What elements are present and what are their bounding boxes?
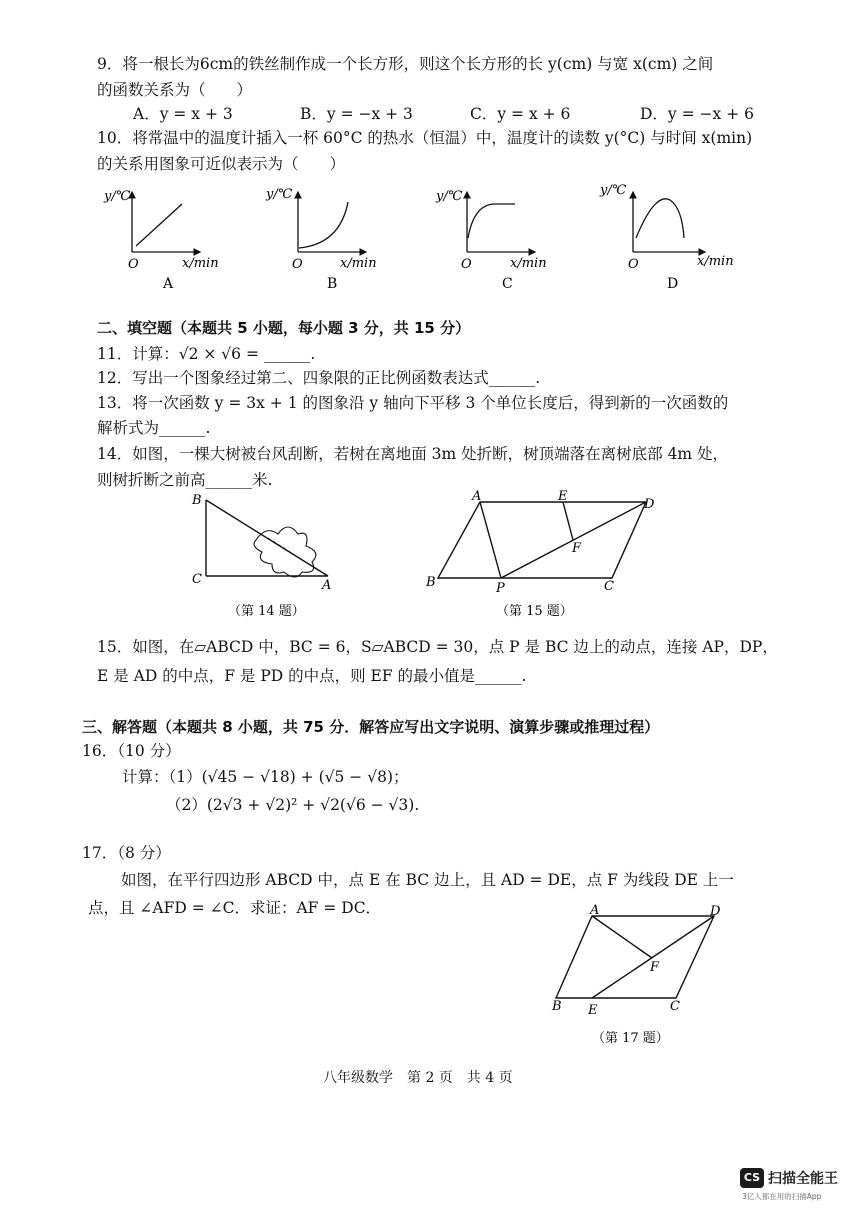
graph-c (435, 189, 547, 292)
graph-b (265, 187, 377, 292)
fig15-label-p: P (496, 581, 505, 596)
graph-a-ylabel: y/℃ (104, 189, 131, 204)
fig17-label-a: A (590, 903, 600, 918)
tree-crown-icon (254, 527, 316, 577)
graph-a-letter: A (163, 276, 174, 292)
q9-option-a: A．y = x + 3 (133, 105, 233, 123)
graph-d (599, 183, 734, 292)
graph-b-origin: O (292, 257, 303, 272)
q11: 11．计算：√2 × √6 = ______. (97, 345, 316, 363)
q16-head: 16．（10 分） (82, 742, 181, 760)
q14-line2: 则树折断之前高______米. (97, 471, 273, 489)
q17-line1: 如图，在平行四边形 ABCD 中，点 E 在 BC 边上，且 AD = DE，点 F 为线段 DE 上一 (121, 871, 734, 889)
q16-part2: （2）(2√3 + √2)² + √2(√6 − √3). (166, 796, 420, 814)
graph-d-xlabel: x/min (697, 254, 734, 269)
q17-head: 17．（8 分） (82, 844, 171, 862)
section2-title: 二、填空题（本题共 5 小题，每小题 3 分，共 15 分） (97, 319, 471, 337)
graph-a (103, 189, 219, 292)
graph-c-letter: C (502, 276, 513, 292)
q10-line2: 的关系用图象可近似表示为（ ） (97, 155, 346, 173)
q9-option-c: C．y = x + 6 (470, 105, 571, 123)
q13-line2: 解析式为______. (97, 419, 211, 437)
graph-d-ylabel: y/℃ (600, 183, 627, 198)
scanner-logo-icon: CS (740, 1168, 764, 1188)
fig15-label-b: B (426, 575, 436, 590)
graph-b-letter: B (327, 276, 338, 292)
fig14-label-b: B (192, 493, 202, 508)
q9-line1: 9．将一根长为6cm的铁丝制作成一个长方形，则这个长方形的长 y(cm) 与宽 x(cm) 之间 (97, 55, 714, 73)
q13-line1: 13．将一次函数 y = 3x + 1 的图象沿 y 轴向下平移 3 个单位长度后，得到新的一次函数的 (97, 394, 729, 412)
figure-14 (186, 490, 386, 625)
graph-c-ylabel: y/℃ (436, 189, 463, 204)
scanner-watermark (740, 1168, 850, 1208)
fig14-label-a: A (322, 578, 332, 593)
fig15-label-a: A (472, 490, 482, 504)
figure-15 (424, 490, 684, 625)
fig14-caption: （第 14 题） (228, 604, 305, 619)
q15-line1: 15．如图，在▱ABCD 中，BC = 6，S▱ABCD = 30，点 P 是 BC 边上的动点，连接 AP，DP， (97, 638, 778, 656)
q10-line1: 10．将常温中的温度计插入一杯 60°C 的热水（恒温）中，温度计的读数 y(°C) 与时间 x(min) (97, 129, 753, 147)
fig15-caption: （第 15 题） (496, 604, 573, 619)
graph-b-ylabel: y/℃ (266, 187, 293, 202)
q9-option-d: D．y = −x + 6 (640, 105, 754, 123)
fig15-label-f: F (572, 541, 582, 556)
fig17-label-b: B (552, 999, 562, 1014)
q17-line2: 点，且 ∠AFD = ∠C．求证：AF = DC． (88, 899, 382, 917)
graph-d-letter: D (667, 276, 679, 292)
page-footer: 八年级数学 第 2 页 共 4 页 (323, 1070, 513, 1086)
q9-option-b: B．y = −x + 3 (300, 105, 413, 123)
fig17-label-d: D (710, 904, 721, 919)
fig15-label-d: D (644, 497, 655, 512)
graph-a-xlabel: x/min (182, 256, 219, 271)
scanner-tagline: 3亿人都在用的扫描App (742, 1192, 822, 1201)
figure-17 (546, 902, 746, 1047)
graph-c-origin: O (461, 257, 472, 272)
q9-line2: 的函数关系为（ ） (97, 81, 253, 99)
fig15-label-c: C (604, 579, 614, 594)
graph-a-origin: O (128, 257, 139, 272)
q10-graphs (0, 182, 860, 292)
q12: 12．写出一个图象经过第二、四象限的正比例函数表达式______. (97, 369, 541, 387)
fig17-label-e: E (588, 1003, 598, 1018)
section3-title: 三、解答题（本题共 8 小题，共 75 分．解答应写出文字说明、演算步骤或推理过程） (82, 718, 660, 736)
q14-line1: 14．如图，一棵大树被台风刮断，若树在离地面 3m 处折断，树顶端落在离树底部 4m 处， (97, 445, 729, 463)
fig17-label-f: F (650, 960, 660, 975)
fig17-caption: （第 17 题） (592, 1031, 669, 1046)
q15-line2: E 是 AD 的中点，F 是 PD 的中点，则 EF 的最小值是______. (97, 667, 527, 685)
fig14-label-c: C (192, 572, 202, 587)
graph-b-xlabel: x/min (340, 256, 377, 271)
graph-d-origin: O (628, 257, 639, 272)
scanner-name: 扫描全能王 (768, 1171, 838, 1187)
fig17-label-c: C (670, 999, 680, 1014)
q16-part1: 计算：（1）(√45 − √18) + (√5 − √8)； (122, 768, 409, 786)
fig15-label-e: E (558, 490, 568, 504)
graph-c-xlabel: x/min (510, 256, 547, 271)
